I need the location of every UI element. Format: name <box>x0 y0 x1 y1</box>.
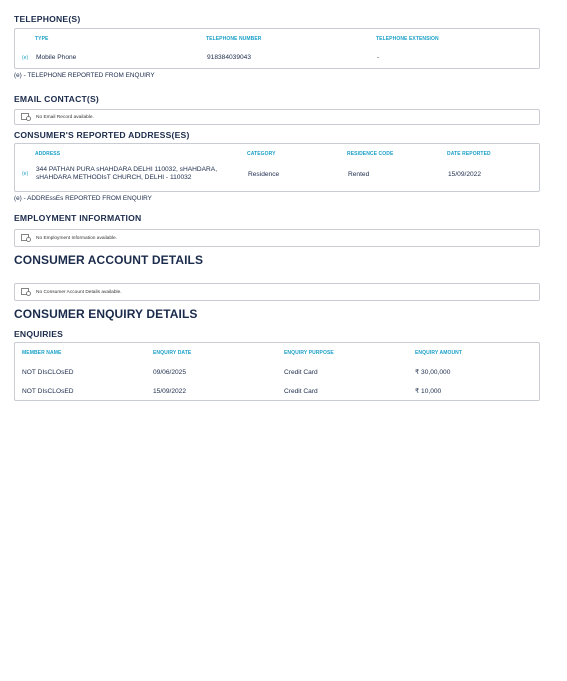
accounts-empty-box <box>14 283 540 301</box>
enquiry-mark: (e) <box>22 54 29 61</box>
col-residence-code: RESIDENCE CODE <box>347 151 394 157</box>
email-heading: EMAIL CONTACT(S) <box>14 94 99 104</box>
col-member-name: MEMBER NAME <box>22 350 62 356</box>
telephones-header-row <box>15 36 539 42</box>
addresses-table <box>14 143 540 192</box>
telephones-footnote: (e) - TELEPHONE REPORTED FROM ENQUIRY <box>14 72 155 79</box>
col-enquiry-purpose: ENQUIRY PURPOSE <box>284 350 334 356</box>
phone-type: Mobile Phone <box>36 54 77 61</box>
enquiry-mark: (e) <box>22 171 29 177</box>
enquiry-amount: ₹ 30,00,000 <box>415 369 451 376</box>
email-empty-box <box>14 109 540 125</box>
phone-extension: - <box>377 54 380 61</box>
addresses-header-row <box>15 151 539 157</box>
no-record-icon <box>21 113 31 121</box>
col-telephone-number: TELEPHONE NUMBER <box>206 36 262 42</box>
enquiries-table <box>14 342 540 401</box>
enquiry-member: NOT DIsCLOsED <box>22 368 74 376</box>
addresses-heading: CONSUMER'S REPORTED ADDRESS(ES) <box>14 130 190 140</box>
no-record-icon <box>21 288 31 296</box>
accounts-heading: CONSUMER ACCOUNT DETAILS <box>14 253 204 267</box>
telephones-heading: TELEPHONE(S) <box>14 14 81 24</box>
employment-heading: EMPLOYMENT INFORMATION <box>14 213 142 223</box>
table-row <box>15 387 539 395</box>
table-row <box>15 54 539 61</box>
enquiry-member: NOT DIsCLOsED <box>22 387 74 395</box>
col-type: TYPE <box>35 36 49 42</box>
col-enquiry-amount: ENQUIRY AMOUNT <box>415 350 463 356</box>
accounts-empty-text: No Consumer Account Details available. <box>36 289 122 295</box>
table-row <box>15 166 539 182</box>
enquiry-purpose: Credit Card <box>284 368 318 376</box>
col-telephone-extension: TELEPHONE EXTENSION <box>376 36 439 42</box>
telephones-table <box>14 28 540 69</box>
no-record-icon <box>21 234 31 242</box>
col-address: ADDRESS <box>35 151 61 157</box>
enquiry-date: 15/09/2022 <box>153 387 187 395</box>
enquiries-header-row <box>15 350 539 356</box>
employment-empty-text: No Employment Information available. <box>36 235 118 241</box>
enquiry-amount: ₹ 10,000 <box>415 388 442 395</box>
address-residence-code: Rented <box>348 170 370 178</box>
employment-empty-box <box>14 229 540 247</box>
enquiry-date: 09/06/2025 <box>153 368 187 376</box>
credit-report-page <box>14 12 540 401</box>
col-date-reported: DATE REPORTED <box>447 151 491 157</box>
address-text: 344 PATHAN PURA sHAHDARA DELHI 110032, sHAHDARA, sHAHDARA METHODIsT CHURCH, DELHI - 110032 <box>36 166 218 181</box>
enquiry-heading: CONSUMER ENQUIRY DETAILS <box>14 307 198 321</box>
table-row <box>15 368 539 376</box>
col-category: CATEGORY <box>247 151 276 157</box>
address-category: Residence <box>248 170 280 178</box>
addresses-footnote: (e) - ADDREssEs REPORTED FROM ENQUIRY <box>14 195 152 202</box>
enquiry-purpose: Credit Card <box>284 387 318 395</box>
address-date-reported: 15/09/2022 <box>448 170 482 178</box>
email-empty-text: No Email Record available. <box>36 114 94 120</box>
phone-number: 918384039043 <box>207 54 252 61</box>
col-enquiry-date: ENQUIRY DATE <box>153 350 192 356</box>
enquiries-subheading: ENQUIRIES <box>14 329 64 339</box>
